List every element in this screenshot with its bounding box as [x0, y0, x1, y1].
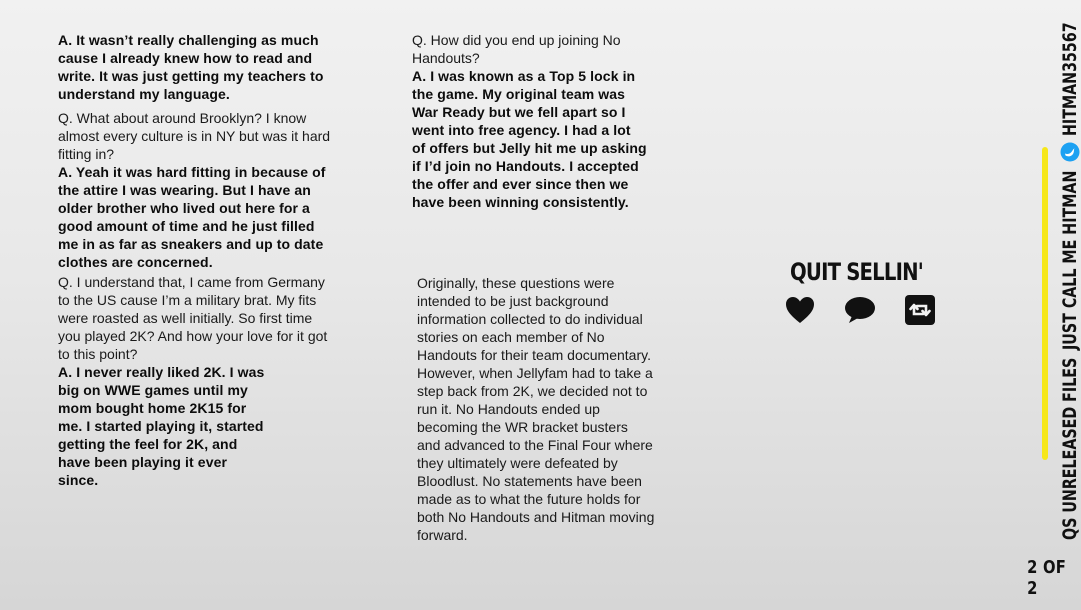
- social-actions: [784, 294, 942, 326]
- question-2: Q. What about around Brooklyn? I know almost every culture is in NY but was it hard fitting in?: [58, 110, 331, 162]
- page-number-label: 2 OF 2: [1027, 557, 1067, 599]
- answer-1: A. It wasn’t really challenging as much cause I already knew how to read and write. It was just getting my teachers to understand my language.: [58, 32, 324, 102]
- brand-block: [782, 258, 942, 326]
- question-3: Q. I understand that, I came from Germany to the US cause I’m a military brat. My fits were roasted as well initially. So first time you played 2K? And how your love for it got to this point?: [58, 274, 328, 362]
- question-4: Q. How did you end up joining No Handouts?: [412, 32, 621, 66]
- answer-4: A. I was known as a Top 5 lock in the game. My original team was War Ready but we fell apart so I went into free agency. I had a lot of offers but Jelly hit me up asking if I’d join no Handouts. I accepted the offer and ever since then we have been winning consistently.: [412, 68, 647, 210]
- subtitle-label: JUST CALL ME HITMAN: [1059, 170, 1081, 350]
- series-label: QS UNRELEASED FILES: [1059, 357, 1081, 540]
- heart-icon[interactable]: [784, 294, 816, 326]
- twitter-handle[interactable]: HITMAN35567: [1059, 22, 1081, 136]
- middle-column: [412, 31, 647, 211]
- editor-note: Originally, these questions were intended to be just background information collected to do individual stories on each member of No Handouts for their team documentary. However, when Jellyfam had to take a step back from 2K, we decided not to run it. No Handouts ended up becoming the WR bracket busters and advanced to the Final Four where they ultimately were defeated by Bloodlust. No statements have been made as to what the future holds for both No Handouts and Hitman moving forward.: [417, 275, 655, 543]
- comment-icon[interactable]: [844, 294, 876, 326]
- yellow-rail: [1042, 147, 1048, 460]
- left-column: [58, 31, 333, 489]
- answer-2: A. Yeah it was hard fitting in because of the attire I was wearing. But I have an older brother who lived out here for a good amount of time and he just filled me in as far as sneakers and up to date clothes are concerned.: [58, 164, 326, 270]
- brand-title: QUIT SELLIN': [790, 258, 923, 286]
- answer-3: A. I never really liked 2K. I was big on WWE games until my mom bought home 2K15 for me. I started playing it, started getting the feel for 2K, and have been playing it ever since.: [58, 364, 265, 488]
- page-indicator: [1027, 557, 1073, 599]
- vertical-banner: [1017, 0, 1081, 610]
- retweet-icon[interactable]: [904, 294, 936, 326]
- twitter-bird-icon: [1060, 142, 1080, 167]
